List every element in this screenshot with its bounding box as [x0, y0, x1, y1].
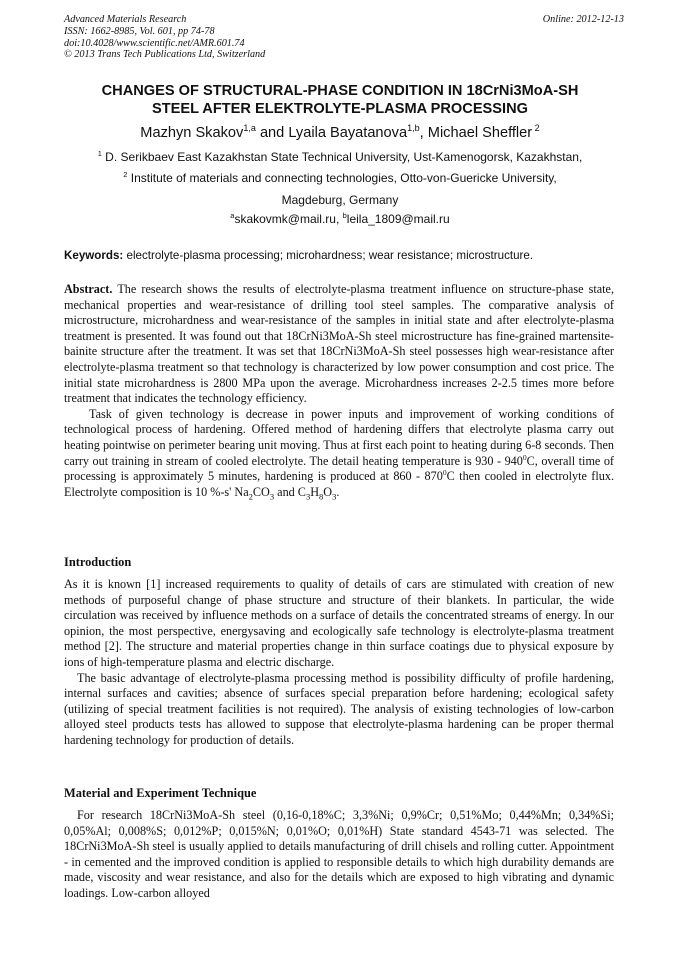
affiliation-1: [40, 150, 640, 164]
author-separator: ,: [419, 125, 428, 141]
affiliation-1-marker: 1: [97, 149, 102, 158]
introduction-paragraph-2: The basic advantage of electrolyte-plasma processing method is possibility difficulty of profile hardening, internal surfaces and cavities; absence of surfaces special preparation before hardening; ecological safety (utilizing of special treatment facilities is not required). The analysis of existing technologies of low-carbon alloyed steel products tests has allowed to suppose that electrolyte-plasma hardening can be proper thermal hardening technology for production of details.: [64, 670, 614, 747]
abstract-p2-part: CO: [252, 484, 270, 499]
journal-header: [64, 14, 624, 61]
abstract-p2-part: O: [323, 484, 333, 499]
keywords-text: electrolyte-plasma processing; microhardness; wear resistance; microstructure.: [123, 249, 534, 262]
abstract-p2-part: C then cooled in electrolyte flux. Electrolyte composition is 10 %-s' Na: [64, 469, 614, 499]
issn-line: ISSN: 1662-8985, Vol. 601, pp 74-78: [64, 25, 215, 37]
formula-subscript: 3: [305, 491, 311, 502]
author-3: Michael Sheffler: [427, 125, 533, 141]
abstract-label: Abstract.: [64, 282, 113, 296]
paper-title: [60, 82, 620, 118]
abstract: [64, 282, 614, 500]
journal-name: Advanced Materials Research: [64, 14, 187, 25]
affiliation-2-city: Magdeburg, Germany: [281, 193, 399, 207]
formula-subscript: 3: [269, 491, 275, 502]
abstract-paragraph-1: [64, 282, 614, 407]
email-a-marker: a: [230, 211, 235, 220]
abstract-p2-part: H: [310, 484, 320, 499]
email-b-marker: b: [342, 211, 347, 220]
formula-subscript: 3: [332, 491, 337, 502]
abstract-p2-part: Task of given technology is decrease in power inputs and improvement of working conditions of technological process of hardening. Offered method of hardening differs that electrolyte plasma carry out heating pointwise on perimeter bearing unit moving. Thus at first each point to heating during 6-8 seconds. Then carry out training in stream of cooled electrolyte. The detail heating temperature is 930 - 940: [64, 406, 614, 468]
author-2-affil: 1,b: [407, 123, 420, 134]
formula-subscript: 2: [248, 491, 253, 502]
title-line-2: STEEL AFTER ELEKTROLYTE-PLASMA PROCESSING: [152, 101, 528, 117]
email-b: leila_1809@mail.ru: [346, 212, 450, 226]
materials-heading: Material and Experiment Technique: [64, 786, 257, 800]
abstract-p2-part: .: [336, 484, 340, 499]
affiliation-1-text: D. Serikbaev East Kazakhstan State Technical University, Ust-Kamenogorsk, Kazakhstan,: [101, 150, 583, 164]
introduction-heading: Introduction: [64, 555, 132, 569]
online-date: Online: 2012-12-13: [542, 14, 624, 25]
materials-paragraph-1: For research 18CrNi3MoA-Sh steel (0,16-0,18%C; 3,3%Ni; 0,9%Cr; 0,51%Mo; 0,44%Mn; 0,34%Si; 0,05%Al; 0,008%S; 0,012%P; 0,015%N; 0,01%O; 0,01%H) State standard 4543-71 was selected. The 18CrNi3MoA-Sh steel is usually applied to details manufacturing of drill chisels and rolling cutter. Appointment - in cemented and the improved condition is applied to responsible details to which high durability demands are made, viscosity and wear resistance, and also for the details which are exposed to high vibrating and dynamic loadings. Low-carbon alloyed: [64, 808, 614, 900]
affiliation-2-text: Institute of materials and connecting technologies, Otto-von-Guericke University,: [127, 171, 557, 185]
author-3-affil: 2: [532, 123, 540, 134]
abstract-paragraph-2: [64, 407, 614, 501]
author-1: Mazhyn Skakov: [140, 125, 244, 141]
author-1-affil: 1,a: [243, 123, 256, 134]
abstract-p2-part: and C: [274, 484, 306, 499]
doi-line: doi:10.4028/www.scientific.net/AMR.601.74: [64, 37, 245, 49]
abstract-text: The research shows the results of electrolyte-plasma treatment influence on structure-phase state, mechanical properties and wear-resistance of drilling tool steel samples. The comparative analysis of microstructure, microhardness and wear-resistance of the samples in initial state and after electrolyte-plasma treatment is presented. It was found out that 18CrNi3MoA-Sh steel microstructure has fine-grained martensite-bainite structure after the treatment. It was set that 18CrNi3MoA-Sh steel possesses high wear-resistance after electrolyte-plasma treatment so that technology is characterized by low power consumption and cost price. The initial state microhardness is 2800 MPa upon the average. Microhardness increases 2-2.5 times more before treatment that indicates the technology efficiency.: [64, 282, 614, 406]
keywords: [64, 249, 624, 263]
title-line-1: CHANGES OF STRUCTURAL-PHASE CONDITION IN 18CrNi3MoA-SH: [101, 83, 579, 99]
author-2: Lyaila Bayatanova: [288, 125, 408, 141]
formula-subscript: 8: [319, 491, 324, 502]
author-emails: [40, 212, 640, 226]
materials-body: [64, 808, 614, 902]
keywords-label: Keywords:: [64, 249, 124, 262]
affiliation-2-marker: 2: [123, 170, 128, 179]
author-separator: and: [255, 125, 289, 141]
copyright-line: © 2013 Trans Tech Publications Ltd, Switzerland: [64, 49, 266, 61]
degree-superscript: 0: [442, 468, 447, 478]
introduction-paragraph-1: As it is known [1] increased requirements to quality of details of cars are stimulated with creation of new methods of purposeful change of phase structure and structure of their blankets. In particular, the wide circulation was received by influence methods on a surface of details the concentrated streams of energy. In our opinion, the most perspective, energysaving and ecologically safe technology is electrolyte-plasma treatment method [2]. The structure and material properties change in thin surface coatings due to physical exposure by ions of high-temperature plasma and electric discharge.: [64, 577, 614, 669]
author-list: [60, 124, 620, 142]
email-a: skakovmk@mail.ru,: [234, 212, 343, 226]
abstract-p2-part: C, overall time of processing is approximately 5 minutes, hardening is produced at 860 - 870: [64, 453, 614, 484]
introduction-body: [64, 577, 614, 749]
affiliation-2: [40, 171, 640, 185]
degree-superscript: 0: [522, 452, 527, 462]
